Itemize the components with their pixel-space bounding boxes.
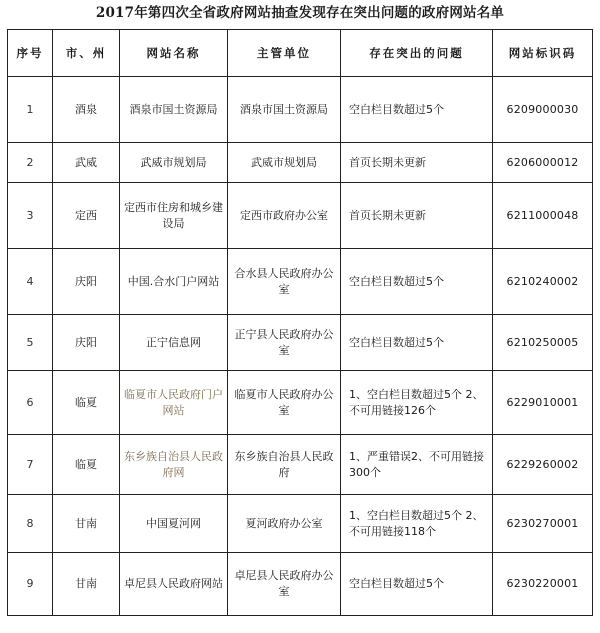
- cell-seq: 6: [8, 371, 53, 435]
- cell-issue: 1、空白栏目数超过5个 2、不可用链接118个: [341, 495, 493, 553]
- cell-seq: 9: [8, 553, 53, 616]
- cell-site-name: 卓尼县人民政府网站: [120, 553, 228, 616]
- table-row: [8, 249, 593, 315]
- cell-site-id: 6229010001: [493, 371, 593, 435]
- cell-city: 武威: [53, 143, 120, 183]
- cell-city: 庆阳: [53, 315, 120, 371]
- header-row: [8, 30, 593, 77]
- cell-issue: 首页长期未更新: [341, 143, 493, 183]
- cell-unit: 酒泉市国土资源局: [228, 77, 341, 143]
- header-seq: 序号: [8, 30, 53, 77]
- header-id: 网站标识码: [493, 30, 593, 77]
- website-list-table: [7, 29, 593, 616]
- table-header: [8, 30, 593, 77]
- table-row: [8, 183, 593, 249]
- header-unit: 主管单位: [228, 30, 341, 77]
- cell-site-id: 6209000030: [493, 77, 593, 143]
- cell-site-name: 定西市住房和城乡建设局: [120, 183, 228, 249]
- cell-site-id: 6229260002: [493, 435, 593, 495]
- table-row: [8, 495, 593, 553]
- cell-site-name: 东乡族自治县人民政府网: [120, 435, 228, 495]
- cell-city: 临夏: [53, 371, 120, 435]
- table-row: [8, 553, 593, 616]
- cell-issue: 1、严重错误2、不可用链接300个: [341, 435, 493, 495]
- cell-city: 定西: [53, 183, 120, 249]
- cell-site-name: 酒泉市国土资源局: [120, 77, 228, 143]
- cell-city: 甘南: [53, 495, 120, 553]
- cell-unit: 夏河政府办公室: [228, 495, 341, 553]
- cell-issue: 空白栏目数超过5个: [341, 77, 493, 143]
- cell-city: 临夏: [53, 435, 120, 495]
- cell-site-name: 中国夏河网: [120, 495, 228, 553]
- cell-city: 酒泉: [53, 77, 120, 143]
- cell-issue: 1、空白栏目数超过5个 2、不可用链接126个: [341, 371, 493, 435]
- header-city: 市、州: [53, 30, 120, 77]
- cell-issue: 空白栏目数超过5个: [341, 553, 493, 616]
- cell-seq: 8: [8, 495, 53, 553]
- cell-seq: 4: [8, 249, 53, 315]
- cell-city: 庆阳: [53, 249, 120, 315]
- cell-unit: 武威市规划局: [228, 143, 341, 183]
- cell-city: 甘南: [53, 553, 120, 616]
- cell-site-id: 6206000012: [493, 143, 593, 183]
- cell-issue: 空白栏目数超过5个: [341, 249, 493, 315]
- cell-site-name: 武威市规划局: [120, 143, 228, 183]
- document-title: 2017年第四次全省政府网站抽查发现存在突出问题的政府网站名单: [95, 5, 505, 21]
- table-row: [8, 315, 593, 371]
- cell-seq: 7: [8, 435, 53, 495]
- table-body: [8, 77, 593, 616]
- cell-site-name: 临夏市人民政府门户网站: [120, 371, 228, 435]
- cell-unit: 东乡族自治县人民政府: [228, 435, 341, 495]
- cell-site-name: 中国.合水门户网站: [120, 249, 228, 315]
- cell-seq: 2: [8, 143, 53, 183]
- header-site: 网站名称: [120, 30, 228, 77]
- table-row: [8, 143, 593, 183]
- cell-site-id: 6211000048: [493, 183, 593, 249]
- cell-unit: 定西市政府办公室: [228, 183, 341, 249]
- cell-unit: 临夏市人民政府办公室: [228, 371, 341, 435]
- table-row: [8, 77, 593, 143]
- cell-site-name: 正宁信息网: [120, 315, 228, 371]
- cell-site-id: 6210250005: [493, 315, 593, 371]
- cell-site-id: 6230270001: [493, 495, 593, 553]
- table-row: [8, 435, 593, 495]
- cell-unit: 正宁县人民政府办公室: [228, 315, 341, 371]
- cell-seq: 1: [8, 77, 53, 143]
- cell-unit: 卓尼县人民政府办公室: [228, 553, 341, 616]
- cell-site-id: 6230220001: [493, 553, 593, 616]
- cell-issue: 首页长期未更新: [341, 183, 493, 249]
- header-issue: 存在突出的问题: [341, 30, 493, 77]
- cell-seq: 3: [8, 183, 53, 249]
- table-row: [8, 371, 593, 435]
- cell-unit: 合水县人民政府办公室: [228, 249, 341, 315]
- cell-issue: 空白栏目数超过5个: [341, 315, 493, 371]
- cell-site-id: 6210240002: [493, 249, 593, 315]
- cell-seq: 5: [8, 315, 53, 371]
